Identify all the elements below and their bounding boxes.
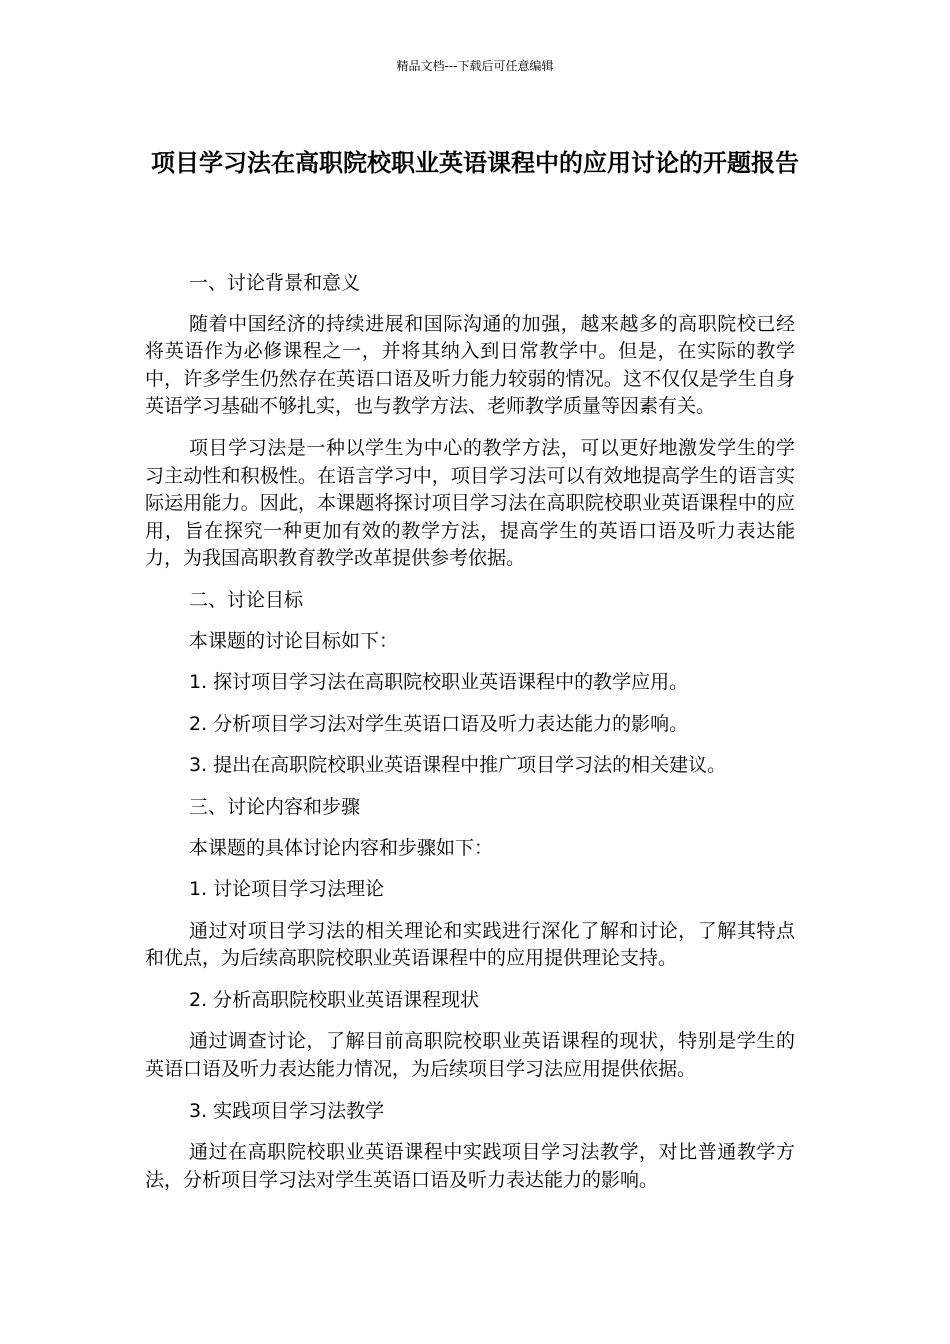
paragraph-background-1: 随着中国经济的持续进展和国际沟通的加强，越来越多的高职院校已经将英语作为必修课程之一，并将其纳入到日常教学中。但是，在实际的教学中，许多学生仍然存在英语口语及听力能力较弱的情况。这不仅仅是学生自身英语学习基础不够扎实，也与教学方法、老师教学质量等因素有关。 <box>145 312 795 418</box>
document-title: 项目学习法在高职院校职业英语课程中的应用讨论的开题报告 <box>151 149 799 177</box>
section-heading-content: 三、讨论内容和步骤 <box>189 795 361 818</box>
paragraph-step-2-detail: 通过调查讨论，了解目前高职院校职业英语课程的现状，特别是学生的英语口语及听力表达能力情况，为后续项目学习法应用提供依据。 <box>145 1030 795 1081</box>
list-item-goal-2: 2. 分析项目学习法对学生英语口语及听力表达能力的影响。 <box>189 712 689 735</box>
list-item-goal-1: 1. 探讨项目学习法在高职院校职业英语课程中的教学应用。 <box>189 671 689 694</box>
section-heading-goals: 二、讨论目标 <box>189 588 304 611</box>
paragraph-background-2: 项目学习法是一种以学生为中心的教学方法，可以更好地激发学生的学习主动性和积极性。在语言学习中，项目学习法可以有效地提高学生的语言实际运用能力。因此，本课题将探讨项目学习法在高职院校职业英语课程中的应用，旨在探究一种更加有效的教学方法，提高学生的英语口语及听力表达能力，为我国高职教育教学改革提供参考依据。 <box>145 436 795 570</box>
paragraph-content-intro: 本课题的具体讨论内容和步骤如下： <box>189 836 494 859</box>
document-body <box>145 270 795 1208</box>
list-item-goal-3: 3. 提出在高职院校职业英语课程中推广项目学习法的相关建议。 <box>189 754 727 777</box>
paragraph-step-1-detail: 通过对项目学习法的相关理论和实践进行深化了解和讨论，了解其特点和优点，为后续高职院校职业英语课程中的应用提供理论支持。 <box>145 919 795 970</box>
header-note: 精品文档---下载后可任意编辑 <box>396 59 554 73</box>
paragraph-step-3-detail: 通过在高职院校职业英语课程中实践项目学习法教学，对比普通教学方法，分析项目学习法对学生英语口语及听力表达能力的影响。 <box>145 1141 795 1191</box>
list-item-step-3: 3. 实践项目学习法教学 <box>189 1099 385 1122</box>
paragraph-goals-intro: 本课题的讨论目标如下： <box>189 629 399 652</box>
list-item-step-2: 2. 分析高职院校职业英语课程现状 <box>189 988 480 1011</box>
list-item-step-1: 1. 讨论项目学习法理论 <box>189 878 385 901</box>
section-heading-background: 一、讨论背景和意义 <box>189 272 361 294</box>
